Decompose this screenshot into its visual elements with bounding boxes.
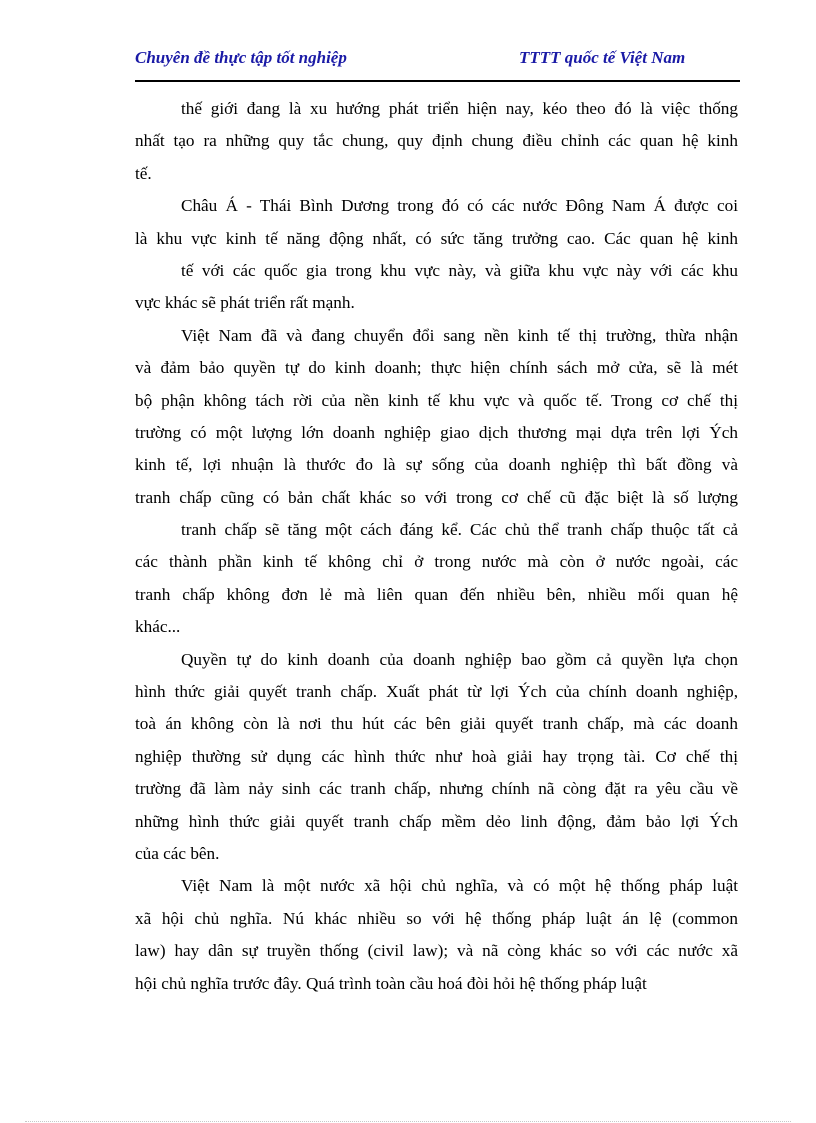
text-line: trường đã làm nảy sinh các tranh chấp, nhưng chính nã còng đặt ra yêu cầu về: [135, 779, 738, 799]
text-line: vực khác sẽ phát triển rất mạnh.: [135, 293, 355, 313]
header-divider: [135, 80, 740, 82]
text-line: tế với các quốc gia trong khu vực này, và giữa khu vực này với các khu: [181, 260, 738, 280]
text-line: tranh chấp cũng có bản chất khác so với trong cơ chế cũ đặc biệt là số lượng: [135, 487, 738, 507]
text-line: các thành phần kinh tế không chỉ ở trong nước mà còn ở nước ngoài, các: [135, 552, 738, 572]
text-line: xã hội chủ nghĩa. Nú khác nhiều so với hệ thống pháp luật án lệ (common: [135, 908, 738, 928]
page-bottom-border: [25, 1121, 791, 1122]
text-line: nhất tạo ra những quy tắc chung, quy định chung điều chỉnh các quan hệ kinh: [135, 131, 738, 151]
text-line: khác...: [135, 617, 181, 637]
document-body: [135, 93, 738, 1000]
text-line: của các bên.: [135, 843, 220, 863]
text-line: kinh tế, lợi nhuận là thước đo là sự sống của doanh nghiệp thì bất đồng và: [135, 455, 738, 475]
text-line: là khu vực kinh tế năng động nhất, có sức tăng trưởng cao. Các quan hệ kinh: [135, 228, 738, 248]
text-line: tranh chấp sẽ tăng một cách đáng kể. Các chủ thể tranh chấp thuộc tất cả: [181, 520, 738, 540]
text-line: bộ phận không tách rời của nền kinh tế khu vực và quốc tế. Trong cơ chế thị: [135, 390, 738, 410]
text-line: Việt Nam đã và đang chuyển đổi sang nền kinh tế thị trường, thừa nhận: [181, 325, 738, 345]
text-line: toà án không còn là nơi thu hút các bên giải quyết tranh chấp, mà các doanh: [135, 714, 738, 734]
text-line: hình thức giải quyết tranh chấp. Xuất phát từ lợi Ých của chính doanh nghiệp,: [135, 682, 738, 702]
header-document-title: Chuyên đề thực tập tốt nghiệp: [135, 48, 347, 67]
text-line: những hình thức giải quyết tranh chấp mềm dẻo linh động, đảm bảo lợi Ých: [135, 811, 738, 831]
text-line: hội chủ nghĩa trước đây. Quá trình toàn cầu hoá đòi hỏi hệ thống pháp luật: [135, 973, 647, 993]
text-line: law) hay dân sự truyền thống (civil law); và nã còng khác so với các nước xã: [135, 941, 738, 961]
text-line: Châu Á - Thái Bình Dương trong đó có các nước Đông Nam Á được coi: [181, 196, 738, 216]
text-line: nghiệp thường sử dụng các hình thức như hoà giải hay trọng tài. Cơ chế thị: [135, 746, 738, 766]
text-line: và đảm bảo quyền tự do kinh doanh; thực hiện chính sách mở cửa, sẽ là mét: [135, 358, 738, 378]
text-line: tranh chấp không đơn lẻ mà liên quan đến nhiều bên, nhiều mối quan hệ: [135, 584, 738, 604]
text-line: thế giới đang là xu hướng phát triển hiện nay, kéo theo đó là việc thống: [181, 99, 738, 118]
text-line: tế.: [135, 163, 152, 183]
header-organization: TTTT quốc tế Việt Nam: [519, 48, 686, 67]
text-line: Quyền tự do kinh doanh của doanh nghiệp bao gồm cả quyền lựa chọn: [181, 649, 738, 669]
text-line: trường có một lượng lớn doanh nghiệp giao dịch thương mại dựa trên lợi Ých: [135, 422, 738, 442]
text-line: Việt Nam là một nước xã hội chủ nghĩa, và có một hệ thống pháp luật: [181, 876, 738, 896]
page-header: [135, 48, 740, 74]
